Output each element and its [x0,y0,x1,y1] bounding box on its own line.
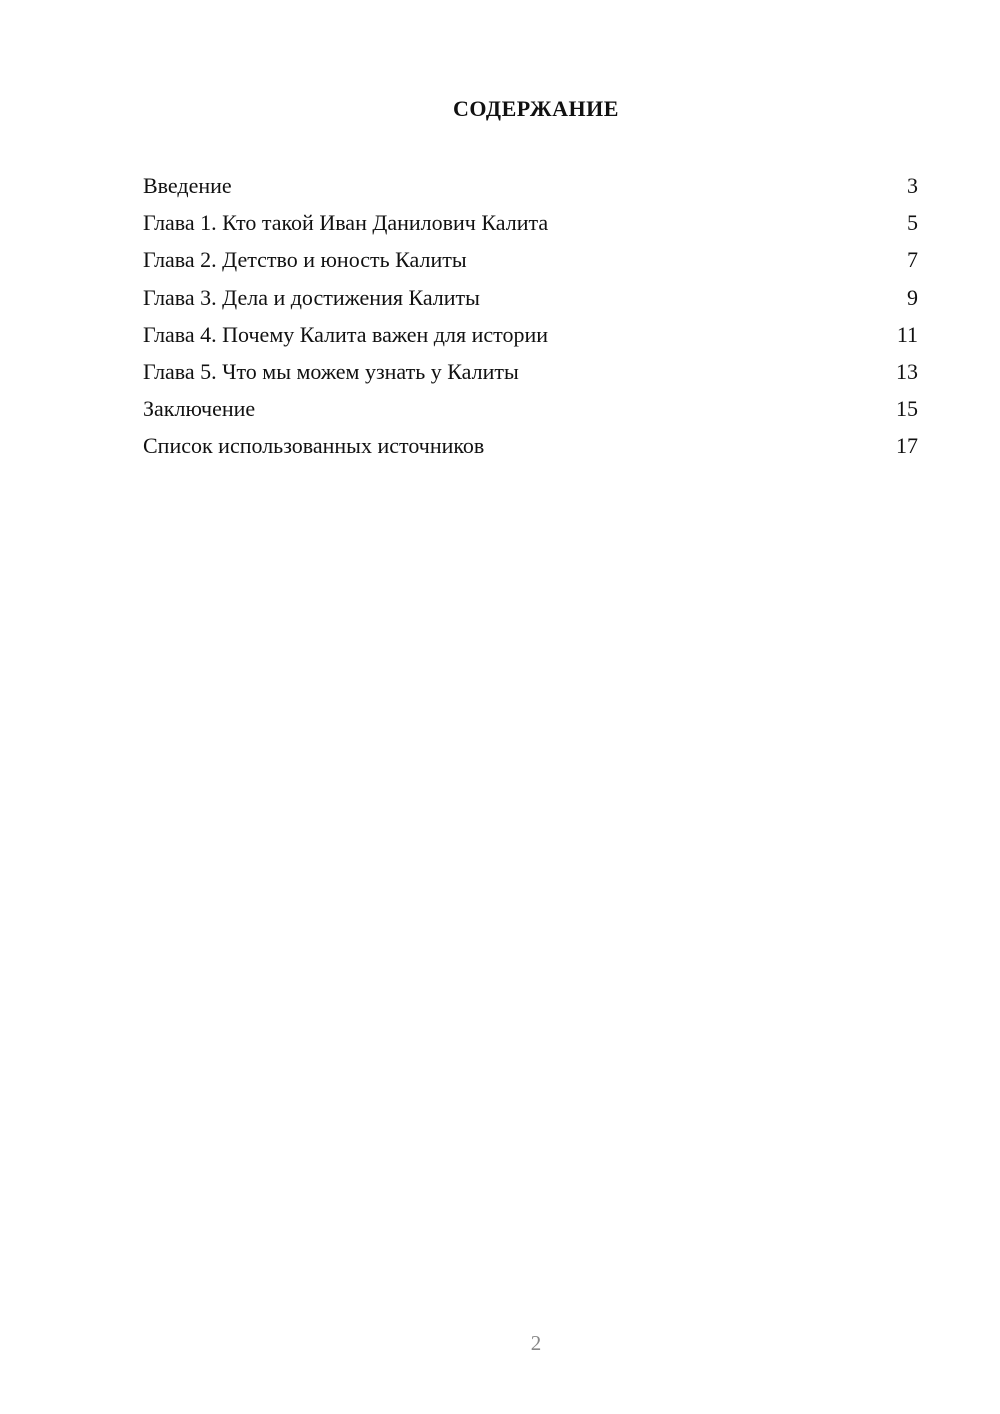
toc-entry-page: 17 [896,433,918,459]
toc-entry-page: 13 [896,358,918,384]
toc-entry-label: Заключение [143,396,256,422]
toc-entry-page: 5 [907,210,918,236]
toc-entry-label: Глава 1. Кто такой Иван Данилович Калита [143,210,549,236]
toc-entry-label: Глава 2. Детство и юность Калиты [143,247,467,273]
toc-entry-label: Глава 4. Почему Калита важен для истории [143,321,548,347]
toc-entry-page: 15 [896,396,918,422]
toc-entry [143,427,918,464]
toc-entry-page: 3 [907,173,918,198]
toc-entry-page: 9 [907,284,918,310]
toc-entry [143,241,918,278]
toc-entry [143,316,918,353]
toc-entry [143,204,918,241]
toc-entry [143,279,918,316]
toc-entry-page: 7 [907,247,918,273]
toc-title: СОДЕРЖАНИЕ [453,96,619,121]
toc-entry-label: Глава 5. Что мы можем узнать у Калиты [143,358,519,384]
table-of-contents [143,167,918,465]
toc-entry [143,167,918,204]
toc-entry-label: Введение [143,173,232,198]
toc-entry-label: Список использованных источников [143,433,485,459]
toc-entry [143,353,918,390]
toc-entry-page: 11 [896,321,918,347]
toc-entry [143,390,918,427]
page-number: 2 [530,1331,542,1355]
toc-entry-label: Глава 3. Дела и достижения Калиты [143,284,480,310]
